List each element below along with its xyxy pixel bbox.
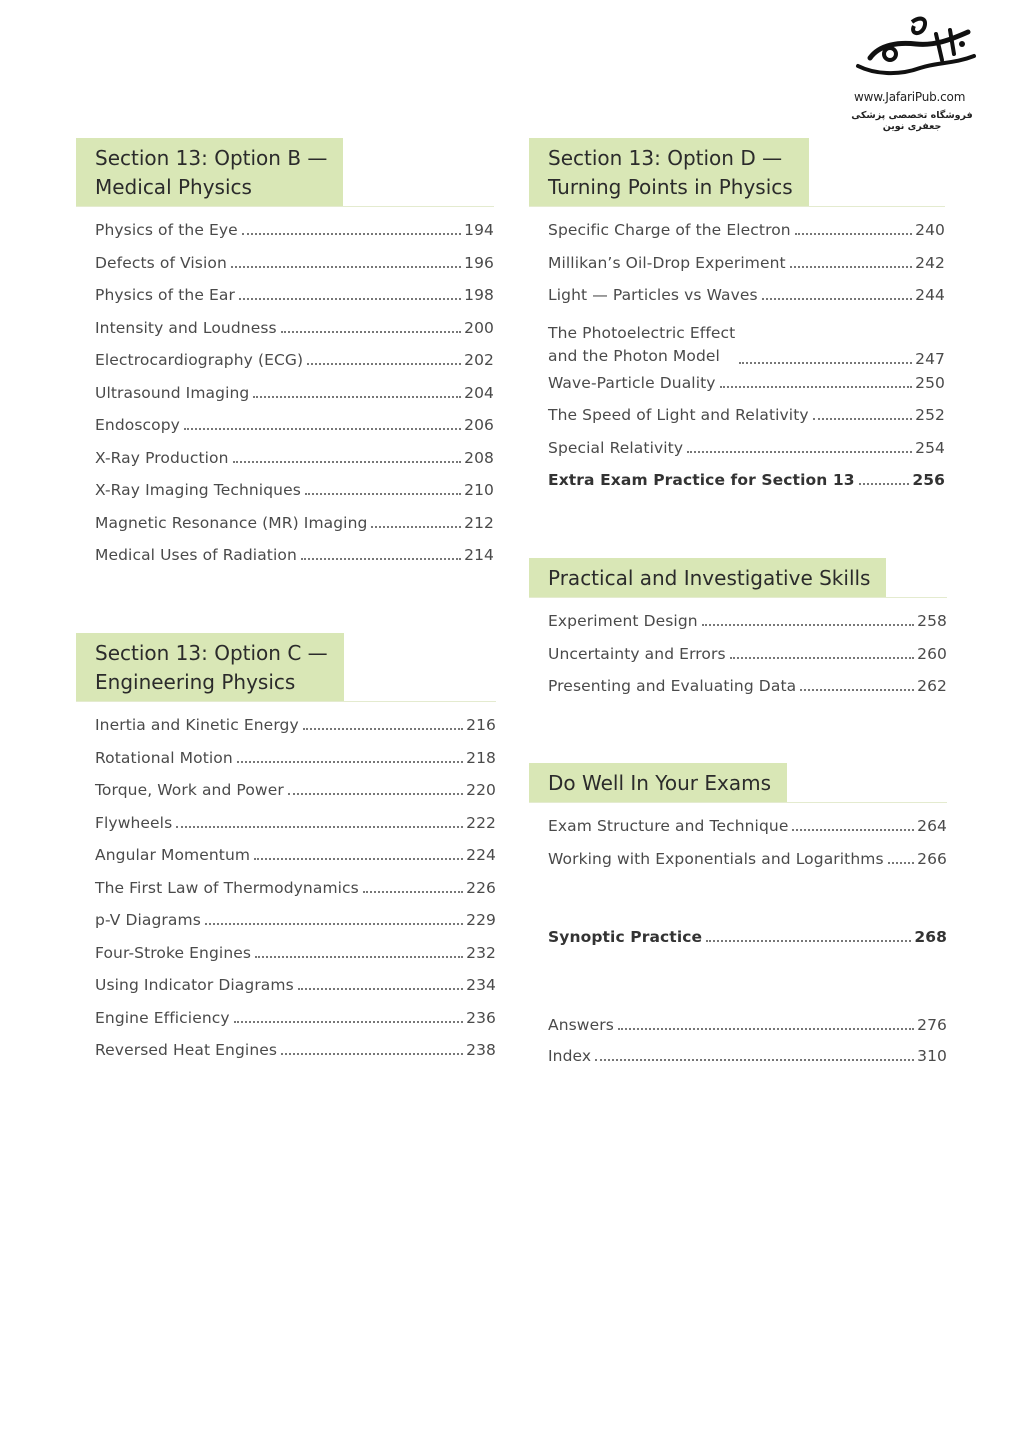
dot-leader [859,483,910,485]
entry-title: Working with Exponentials and Logarithms [548,849,884,868]
dot-leader [303,728,463,730]
dot-leader [792,829,914,831]
section-heading: Section 13: Option B — Medical Physics [76,138,343,206]
heading-rule [529,802,947,803]
entry-title: Endoscopy [95,416,180,434]
toc-entry [95,546,494,579]
entry-title: Torque, Work and Power [95,781,284,799]
page-number: 268 [914,928,947,946]
section-heading: Do Well In Your Exams [529,763,787,802]
dot-leader [184,428,461,430]
toc-entry [548,221,945,254]
toc-entry [95,976,496,1009]
entry-title: Ultrasound Imaging [95,383,250,402]
dot-leader [702,624,914,626]
entry-title: Light — Particles vs Waves [548,286,758,304]
dot-leader [305,493,461,495]
section-option-c [76,633,496,1074]
page-number: 194 [464,221,494,239]
entry-title: Specific Charge of the Electron [548,221,791,239]
entry-title: Rotational Motion [95,748,233,767]
toc-list [529,1016,947,1078]
page-number: 240 [915,221,945,239]
page-number: 244 [915,286,945,304]
dot-leader [239,298,461,300]
page-number: 210 [464,481,494,499]
dot-leader [706,940,911,942]
toc-entry [95,781,496,814]
entry-title: Inertia and Kinetic Energy [95,716,299,734]
toc-entry [548,319,945,374]
page-number: 310 [917,1047,947,1065]
page-number: 250 [915,373,945,392]
dot-leader [720,386,913,388]
dot-leader [795,233,912,235]
entry-title: Synoptic Practice [548,928,703,946]
answers-index [529,1016,947,1078]
entry-title: Exam Structure and Technique [548,817,789,835]
entry-title: Uncertainty and Errors [548,644,726,663]
entry-title: Millikan’s Oil-Drop Experiment [548,253,786,272]
toc-entry [95,481,494,514]
page-number: 229 [466,911,496,929]
page-number: 224 [466,846,496,864]
dot-leader [739,362,912,364]
dot-leader [242,233,461,235]
toc-entry [95,1041,496,1074]
page-number: 198 [464,286,494,304]
page-number: 242 [915,253,945,272]
toc-entry [548,677,947,710]
synoptic-practice [529,928,947,959]
toc-list [529,817,947,882]
toc-entry [95,911,496,944]
toc-entry [548,406,945,439]
dot-leader [307,363,461,365]
dot-leader [595,1059,914,1061]
page-number: 266 [917,849,947,868]
entry-title: Experiment Design [548,612,698,630]
dot-leader [790,266,912,268]
entry-title: Extra Exam Practice for Section 13 [548,471,855,489]
entry-title: The Photoelectric Effect and the Photon Model [548,323,736,365]
dot-leader [233,461,462,463]
entry-title: Special Relativity [548,438,684,457]
page-number: 220 [466,781,496,799]
page-number: 247 [915,349,945,368]
page-number: 222 [466,813,496,832]
dot-leader [618,1028,914,1030]
entry-title: Using Indicator Diagrams [95,976,294,994]
dot-leader [363,891,463,893]
dot-leader [281,1053,463,1055]
toc-entry [548,645,947,678]
section-heading: Section 13: Option C — Engineering Physics [76,633,344,701]
dot-leader [813,418,912,420]
page-number: 260 [917,644,947,663]
page-number: 208 [464,448,494,467]
heading-rule [76,206,494,207]
dot-leader [231,266,461,268]
page-number: 236 [466,1008,496,1027]
section-option-b [76,138,494,579]
toc-entry [548,1047,947,1078]
toc-entry [548,286,945,319]
section-heading: Section 13: Option D — Turning Points in Physics [529,138,809,206]
page-number: 238 [466,1041,496,1059]
entry-title: Physics of the Ear [95,286,235,304]
toc-entry [548,374,945,407]
dot-leader [254,858,463,860]
heading-rule [529,597,947,598]
toc-list [529,612,947,710]
entry-title: The First Law of Thermodynamics [95,878,359,897]
page-number: 196 [464,253,494,272]
dot-leader [371,526,461,528]
dot-leader [205,923,463,925]
dot-leader [762,298,912,300]
entry-title: Index [548,1047,592,1065]
dot-leader [288,793,463,795]
logo-tagline: فروشگاه تخصصی پزشکی جعفری نوین [851,110,973,132]
entry-title: X-Ray Imaging Techniques [95,481,301,499]
page-number: 204 [464,383,494,402]
page-number: 234 [466,976,496,994]
entry-title: Answers [548,1016,614,1034]
entry-title: Medical Uses of Radiation [95,546,297,564]
dot-leader [253,396,461,398]
entry-title: Four-Stroke Engines [95,943,252,962]
dot-leader [687,451,912,453]
dot-leader [730,657,914,659]
page-number: 254 [915,438,945,457]
toc-list [529,221,945,499]
entry-title: Engine Efficiency [95,1008,230,1027]
page-number: 214 [464,546,494,564]
entry-title: Flywheels [95,813,173,832]
page-number: 262 [917,677,947,695]
dot-leader [301,558,461,560]
entry-title: Wave-Particle Duality [548,373,716,392]
section-practical [529,558,947,710]
section-heading: Practical and Investigative Skills [529,558,886,597]
toc-list [529,928,947,959]
toc-list [76,221,494,579]
entry-title: Intensity and Loudness [95,318,277,337]
toc-entry [95,319,494,352]
page-number: 212 [464,513,494,532]
page-number: 206 [464,416,494,434]
dot-leader [234,1021,463,1023]
toc-entry [95,749,496,782]
page-number: 200 [464,318,494,337]
section-option-d [529,138,945,499]
heading-rule [529,206,945,207]
dot-leader [298,988,463,990]
page-number: 226 [466,878,496,897]
dot-leader [800,689,914,691]
entry-title: Angular Momentum [95,846,251,864]
page-number: 256 [912,471,945,489]
toc-list [76,716,496,1074]
toc-entry [95,351,494,384]
toc-entry [95,286,494,319]
page-number: 252 [915,406,945,424]
entry-title: Reversed Heat Engines [95,1041,278,1059]
toc-entry [548,439,945,472]
publisher-logo [836,14,996,132]
page-number: 276 [917,1016,947,1034]
toc-entry [95,879,496,912]
toc-entry [95,221,494,254]
page-number: 264 [917,817,947,835]
page-number: 202 [464,351,494,369]
toc-entry [95,716,496,749]
entry-title: X-Ray Production [95,448,229,467]
page-number: 258 [917,612,947,630]
toc-entry [548,817,947,850]
toc-entry [95,416,494,449]
dot-leader [176,826,463,828]
toc-entry [548,1016,947,1047]
toc-entry [95,944,496,977]
section-exams [529,763,947,882]
toc-entry [548,612,947,645]
entry-title: Presenting and Evaluating Data [548,677,797,695]
toc-entry [95,846,496,879]
toc-entry [95,514,494,547]
entry-title: p-V Diagrams [95,911,201,929]
page-number: 216 [466,716,496,734]
dot-leader [281,331,461,333]
heading-rule [76,701,496,702]
entry-title: The Speed of Light and Relativity [548,406,809,424]
toc-entry [95,449,494,482]
dot-leader [237,761,463,763]
entry-title: Physics of the Eye [95,221,238,239]
dot-leader [888,862,914,864]
entry-title: Electrocardiography (ECG) [95,351,304,369]
page-number: 232 [466,943,496,962]
calligraphy-logo-icon [850,14,980,80]
entry-title: Defects of Vision [95,253,227,272]
toc-entry [95,814,496,847]
toc-entry [548,850,947,883]
page-number: 218 [466,748,496,767]
toc-entry [548,254,945,287]
toc-entry [95,384,494,417]
toc-entry [548,928,947,959]
logo-url: www.JafariPub.com [854,90,966,104]
toc-entry [95,254,494,287]
toc-entry [95,1009,496,1042]
dot-leader [255,956,463,958]
entry-title: Magnetic Resonance (MR) Imaging [95,513,368,532]
toc-entry [548,471,945,499]
